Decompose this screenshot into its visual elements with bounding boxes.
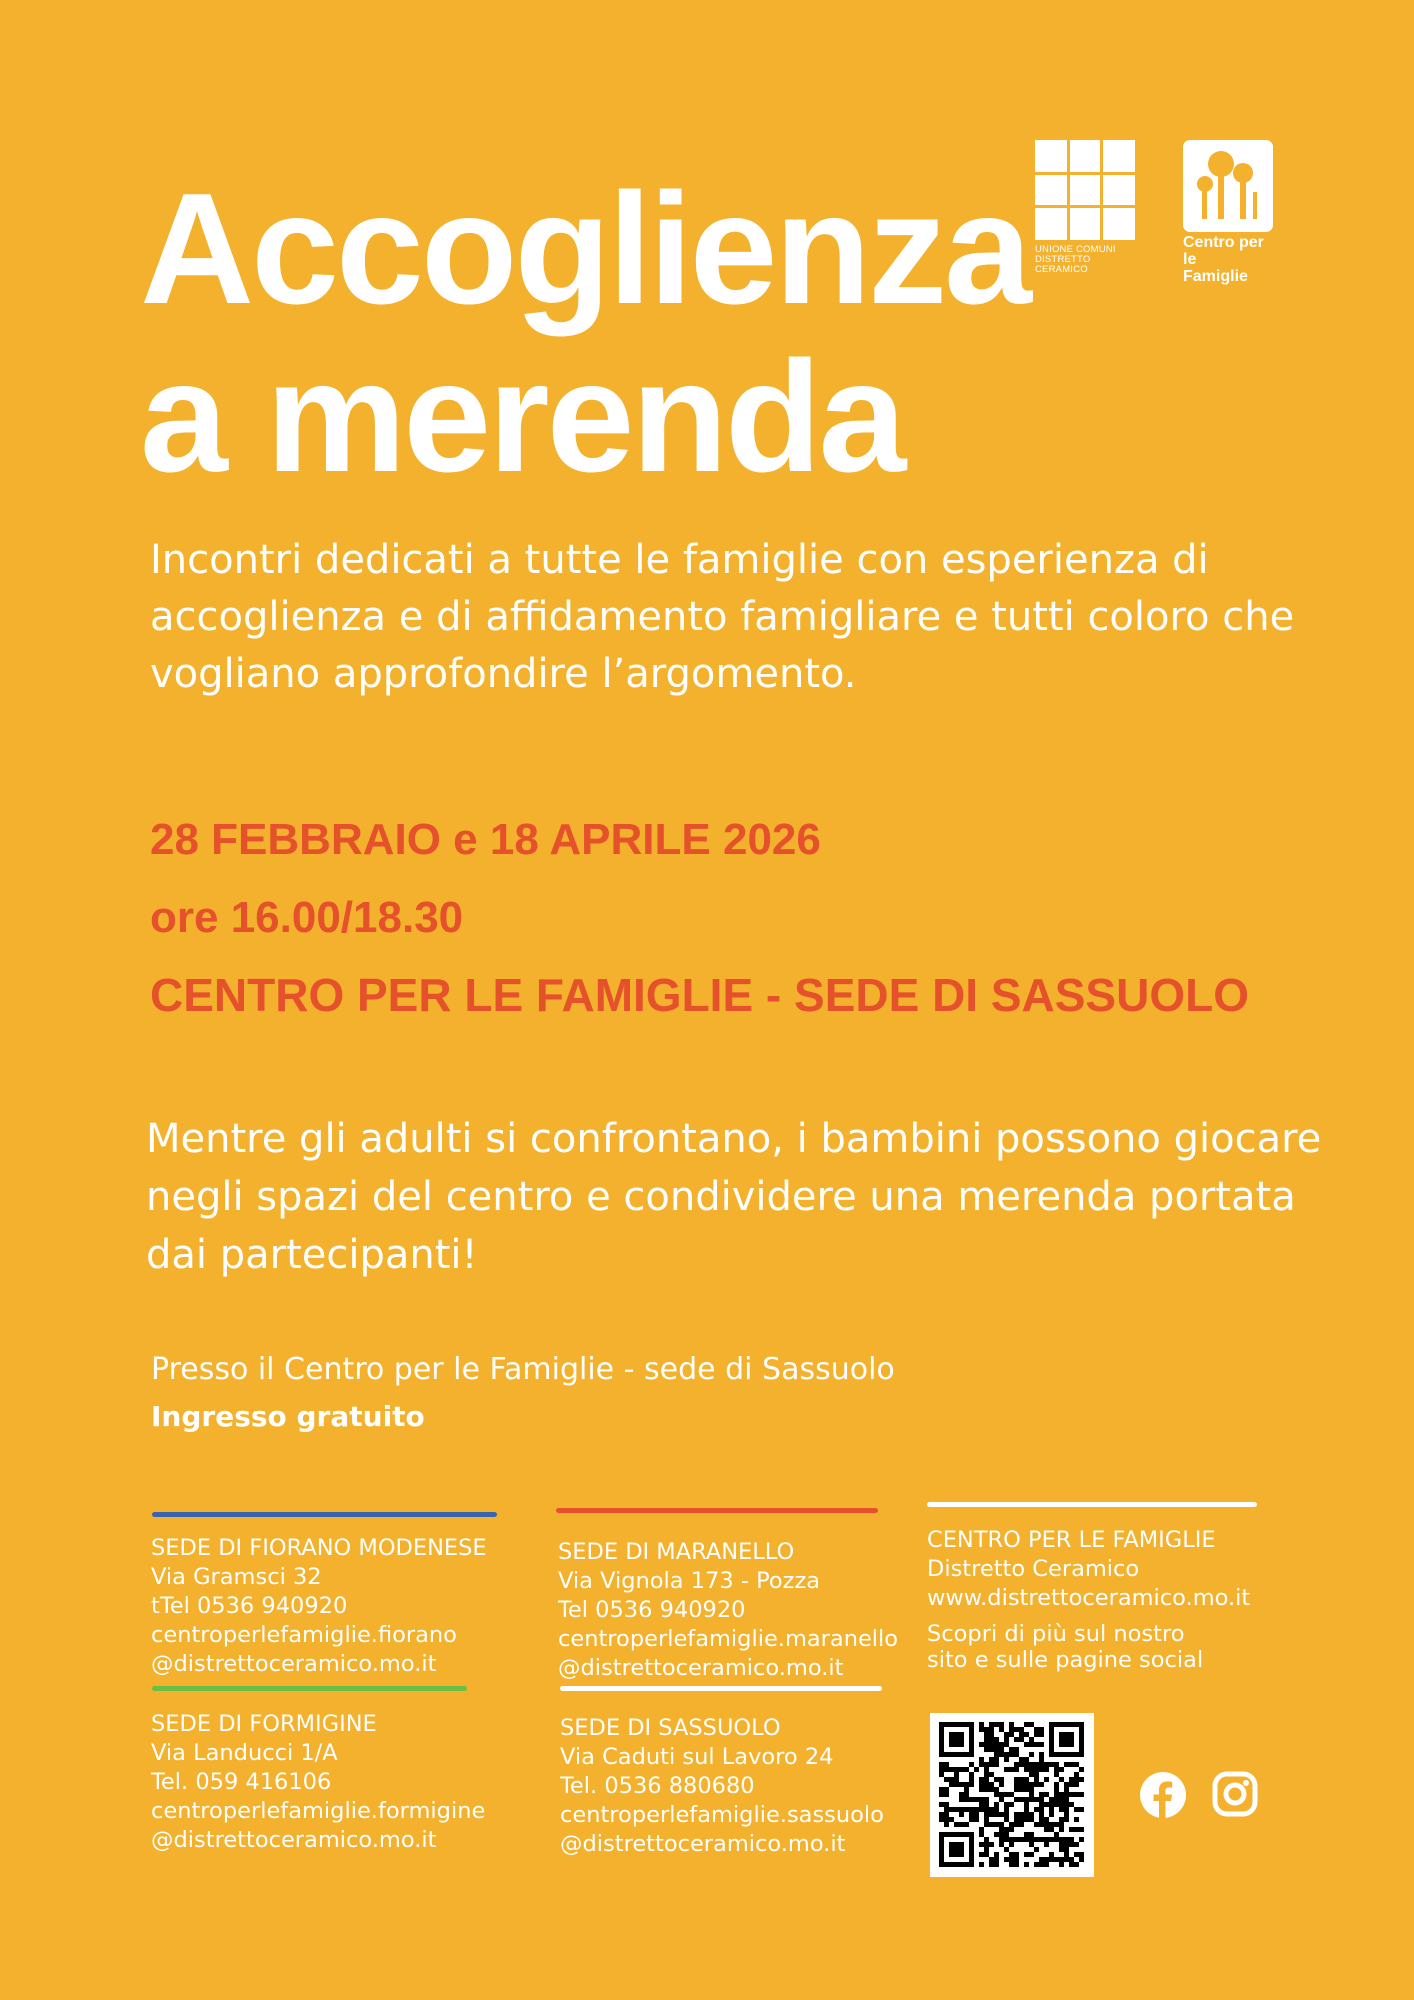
- instagram-icon[interactable]: [1212, 1771, 1258, 1817]
- sede-fiorano-email[interactable]: centroperlefamiglie.fiorano: [151, 1622, 457, 1648]
- kids-text: Mentre gli adulti si confrontano, i bambini possono giocare negli spazi del centro e condividere una merenda portata dai partecipanti!: [146, 1116, 1322, 1278]
- sede-sassuolo-address: Via Caduti sul Lavoro 24: [560, 1744, 834, 1770]
- page-title: [140, 161, 1029, 505]
- formigine-divider: [152, 1686, 467, 1691]
- unione-logo-line-2: DISTRETTO CERAMICO: [1035, 254, 1091, 275]
- sede-maranello: [558, 1538, 898, 1683]
- sede-formigine: [151, 1710, 485, 1855]
- sede-maranello-tel: Tel 0536 940920: [558, 1597, 746, 1623]
- family-trees-icon: [1183, 140, 1273, 232]
- cpf-logo-line-2: Famiglie: [1183, 268, 1248, 285]
- centro-website-link[interactable]: www.distrettoceramico.mo.it: [927, 1585, 1251, 1611]
- sede-fiorano-address: Via Gramsci 32: [151, 1564, 322, 1590]
- sede-sassuolo-email[interactable]: centroperlefamiglie.sassuolo: [560, 1802, 884, 1828]
- sede-fiorano-email-domain[interactable]: @distrettoceramico.mo.it: [151, 1651, 437, 1677]
- sede-fiorano-tel: tTel 0536 940920: [151, 1593, 348, 1619]
- sede-maranello-email-domain[interactable]: @distrettoceramico.mo.it: [558, 1655, 844, 1681]
- unione-comuni-logo: [1035, 140, 1145, 275]
- unione-logo-line-1: UNIONE COMUNI: [1035, 244, 1116, 255]
- qr-code[interactable]: [930, 1713, 1094, 1877]
- event-dates: 28 FEBBRAIO e 18 APRILE 2026: [150, 815, 821, 864]
- centro-district: Distretto Ceramico: [927, 1556, 1140, 1582]
- centro-per-le-famiglie-logo: [1183, 140, 1273, 285]
- event-place: CENTRO PER LE FAMIGLIE - SEDE DI SASSUOLO: [150, 969, 1249, 1021]
- sede-fiorano: [151, 1534, 487, 1679]
- intro-text: Incontri dedicati a tutte le famiglie con esperienza di accoglienza e di affidamento famigliare e tutti coloro che vogliano approfondire l’argomento.: [150, 537, 1295, 697]
- presso-text: Presso il Centro per le Famiglie - sede di Sassuolo: [151, 1352, 895, 1387]
- centro-info: [927, 1526, 1250, 1673]
- sede-formigine-address: Via Landucci 1/A: [151, 1740, 338, 1766]
- sede-fiorano-name: SEDE DI FIORANO MODENESE: [151, 1535, 487, 1561]
- sede-maranello-email[interactable]: centroperlefamiglie.maranello: [558, 1626, 899, 1652]
- maranello-divider: [556, 1508, 878, 1513]
- centro-name: CENTRO PER LE FAMIGLIE: [927, 1527, 1216, 1553]
- title-line-1: Accoglienza: [140, 161, 1029, 337]
- sassuolo-divider: [560, 1686, 882, 1691]
- sede-maranello-address: Via Vignola 173 - Pozza: [558, 1568, 821, 1594]
- sede-sassuolo-tel: Tel. 0536 880680: [560, 1773, 755, 1799]
- ingresso-gratuito: Ingresso gratuito: [151, 1400, 425, 1433]
- event-hours: ore 16.00/18.30: [150, 893, 464, 942]
- fiorano-divider: [152, 1512, 497, 1517]
- sede-formigine-tel: Tel. 059 416106: [151, 1769, 332, 1795]
- centro-divider: [927, 1502, 1257, 1507]
- sede-sassuolo-name: SEDE DI SASSUOLO: [560, 1715, 781, 1741]
- scopri-line-2: sito e sulle pagine social: [927, 1647, 1204, 1673]
- sede-sassuolo: [560, 1714, 884, 1859]
- cpf-logo-line-1: Centro per le: [1183, 234, 1264, 268]
- title-line-2: a merenda: [140, 329, 904, 505]
- facebook-icon[interactable]: [1140, 1772, 1186, 1818]
- sede-formigine-email[interactable]: centroperlefamiglie.formigine: [151, 1798, 486, 1824]
- unione-grid-icon: [1035, 140, 1135, 240]
- sede-sassuolo-email-domain[interactable]: @distrettoceramico.mo.it: [560, 1831, 846, 1857]
- sede-formigine-email-domain[interactable]: @distrettoceramico.mo.it: [151, 1827, 437, 1853]
- scopri-line-1: Scopri di più sul nostro: [927, 1621, 1185, 1647]
- sede-maranello-name: SEDE DI MARANELLO: [558, 1539, 795, 1565]
- sede-formigine-name: SEDE DI FORMIGINE: [151, 1711, 377, 1737]
